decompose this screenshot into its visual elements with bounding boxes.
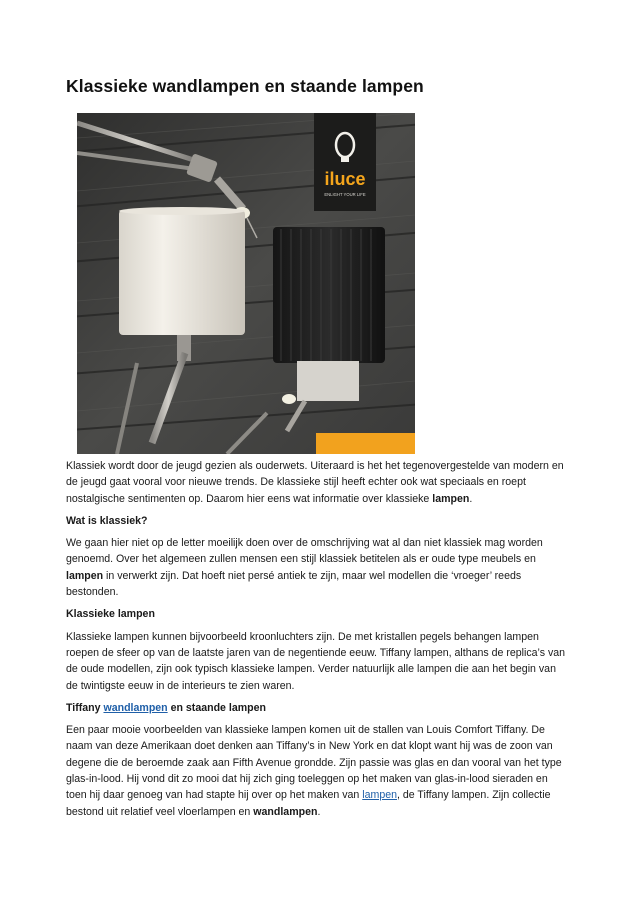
brand-text: iluce: [324, 169, 366, 189]
brand-tagline: ENLIGHT YOUR LIFE: [324, 192, 366, 197]
orange-corner: [316, 433, 415, 454]
heading-tiffany: Tiffany wandlampen en staande lampen: [66, 701, 266, 714]
heading-classic-lamps: Klassieke lampen: [66, 608, 155, 621]
paragraph-classic-lamps: Klassieke lampen kunnen bijvoorbeeld kroonluchters zijn. De met kristallen pegels behangen lampen roepen de sfeer op van de laatste jaren van de negentiende eeuw. Tiffany lampen, althans de replica’s van de oude modellen, zijn ook typisch klassieke lampen. Verder natuurlijk alle lampen die aan het begin van de twintigste eeuw in de interieurs te zien waren.: [66, 630, 566, 692]
bold-keyword: wandlampen: [253, 805, 318, 818]
paragraph-what-is-classic: We gaan hier niet op de letter moeilijk doen over de omschrijving wat al dan niet klassiek mag worden genoemd. Over het algemeen zullen mensen een stijl klassiek betitelen als er oude type meubels en lampen in verwerkt zijn. Dat hoeft niet persé antiek te zijn, maar wel modellen die ‘vroeger’ reeds bestonden.: [66, 537, 543, 599]
article-body: [66, 458, 566, 826]
intro-paragraph: Klassiek wordt door de jeugd gezien als ouderwets. Uiteraard is het het tegenovergestelde van modern en de jeugd gaat vooral voor nieuwe trends. De klassieke stijl heeft echter ook wat speciaals en roept nostalgische sentimenten op. Daarom hier eens wat informatie over klassieke lampen.: [66, 460, 564, 505]
lamps-illustration: [77, 113, 415, 454]
bold-keyword: lampen: [66, 569, 104, 582]
product-photo: [77, 113, 415, 454]
heading-what-is-classic: Wat is klassiek?: [66, 514, 148, 527]
paragraph-tiffany: Een paar mooie voorbeelden van klassieke lampen komen uit de stallen van Louis Comfort Tiffany. De naam van deze Amerikaan doet denken aan Tiffany’s in New York en dat klopt want hij was de zoon van degene die de beroemde zaak aan Fifth Avenue grondde. Zijn passie was glas en dan vooral van het type glas-in-lood. Hij vond dit zo mooi dat hij zich ging toeleggen op het maken van glas-in-lood sieraden en toen hij daar genoeg van had stapte hij over op het maken van lampen, de Tiffany lampen. Zijn collectie bestond uit relatief veel vloerlampen en wandlampen.: [66, 724, 562, 818]
link-lampen[interactable]: lampen: [362, 789, 397, 802]
iluce-logo: [314, 113, 376, 211]
page-title: Klassieke wandlampen en staande lampen: [66, 76, 424, 96]
link-wandlampen[interactable]: wandlampen: [103, 701, 168, 714]
bold-keyword: lampen: [432, 492, 470, 505]
